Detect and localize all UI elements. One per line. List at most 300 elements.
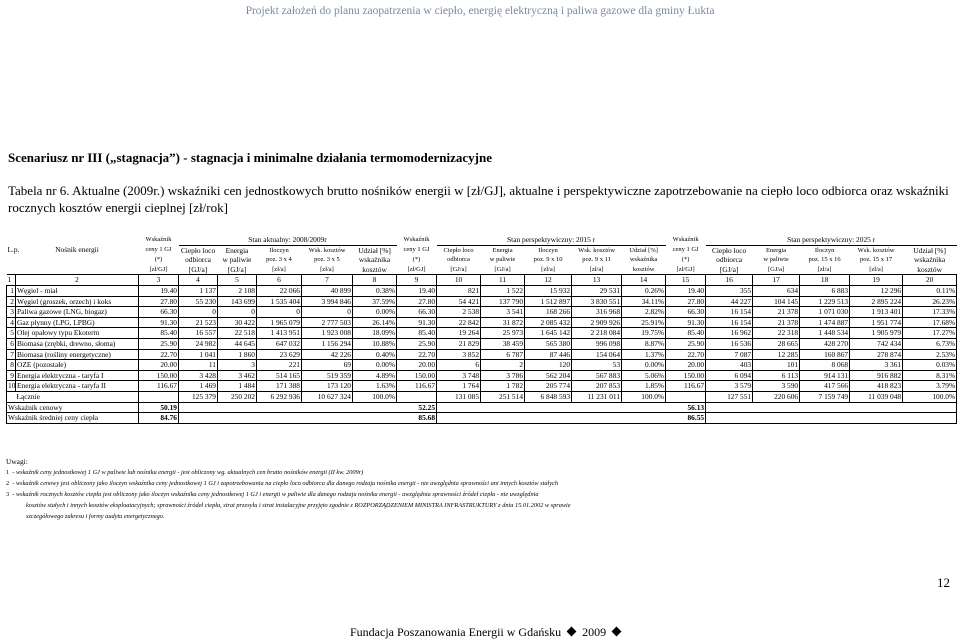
table-cell: 3 462 — [218, 370, 257, 381]
col-header: kosztów — [353, 265, 397, 275]
wskaznik-header: Wskaźnik — [403, 236, 430, 244]
table-cell: 3 — [218, 360, 257, 371]
row-number: 9 — [7, 370, 16, 381]
table-cell: 6 787 — [481, 349, 525, 360]
summary-rows — [7, 391, 957, 423]
table-cell — [437, 413, 666, 424]
table-cell: 17.68% — [903, 317, 957, 328]
table-cell: 1 448 534 — [800, 328, 850, 339]
table-cell: 27.80 — [397, 296, 437, 307]
table-cell: 25.90 — [397, 338, 437, 349]
table-cell: 22.70 — [139, 349, 179, 360]
table-cell: 220 606 — [753, 391, 800, 402]
table-row — [7, 317, 957, 328]
table-cell: 914 131 — [800, 370, 850, 381]
table-cell: 1 474 887 — [800, 317, 850, 328]
summary-value: 85.68 — [397, 413, 437, 424]
table-row — [7, 285, 957, 296]
table-cell — [666, 391, 706, 402]
table-cell: 0 — [257, 307, 302, 318]
table-cell: 168 266 — [525, 307, 572, 318]
col-header: Iloczyn — [538, 246, 558, 254]
table-cell: 42 226 — [302, 349, 353, 360]
table-row — [7, 381, 957, 392]
table-cell: 20.00 — [397, 360, 437, 371]
column-number-row — [7, 275, 957, 286]
page-header: Projekt założeń do planu zaopatrzenia w ciepło, energię elektryczną i paliwa gazowe dla gminy Łukta — [245, 5, 715, 17]
col-header: [zł/a] — [800, 265, 850, 275]
table-cell: 18.09% — [353, 328, 397, 339]
table-cell: 19.40 — [139, 285, 179, 296]
table-cell: 2 108 — [218, 285, 257, 296]
table-cell: 17.27% — [903, 328, 957, 339]
table-cell: 100.0% — [353, 391, 397, 402]
table-cell: 31 872 — [481, 317, 525, 328]
col-header: Ciepło loco — [443, 246, 474, 254]
table-cell: 30 422 — [218, 317, 257, 328]
note-text: - wskaźnik cenowy jest obliczony jako iloczyn wskaźnika ceny jednostkowej 1 GJ i zapotrzebowania na ciepło loco odbiorca dla danego rodzaju nośnika energii - nie uwzględnia sprawności ani innych kosztów stałych — [12, 480, 558, 487]
table-cell: 7 159 749 — [800, 391, 850, 402]
table-cell: 16 154 — [706, 307, 753, 318]
table-cell: 16 557 — [179, 328, 218, 339]
row-label: Wskaźnik cenowy — [7, 402, 139, 413]
table-cell: 91.30 — [139, 317, 179, 328]
energy-cost-table — [6, 235, 957, 424]
table-cell: 16 962 — [706, 328, 753, 339]
diamond-icon — [612, 627, 622, 637]
table-cell: 27.80 — [139, 296, 179, 307]
column-number: 16 — [706, 275, 753, 286]
col-header: [zł/a] — [850, 265, 903, 275]
row-label: Węgiel (groszek, orzech) i koks — [16, 296, 139, 307]
diamond-icon — [567, 627, 577, 637]
table-cell: 250 202 — [218, 391, 257, 402]
col-header: odbiorca — [447, 256, 470, 264]
table-cell: 567 883 — [572, 370, 622, 381]
table-cell: 22 842 — [437, 317, 481, 328]
table-cell: 116.67 — [139, 381, 179, 392]
table-cell: 23 629 — [257, 349, 302, 360]
table-cell: 0.00% — [622, 360, 666, 371]
table-cell: 19.40 — [397, 285, 437, 296]
summary-value: 84.76 — [139, 413, 179, 424]
note-number: 3 — [6, 491, 10, 498]
row-label: Wskaźnik średniej ceny ciepła — [7, 413, 139, 424]
table-cell: 514 165 — [257, 370, 302, 381]
table-cell: 25 973 — [481, 328, 525, 339]
footer-year: 2009 — [582, 625, 607, 639]
col-header: Wsk. kosztów — [578, 246, 615, 254]
table-cell: 22.70 — [397, 349, 437, 360]
col-header: [GJ/a] — [481, 265, 525, 275]
table-cell: 1 512 897 — [525, 296, 572, 307]
col-header: Wsk. kosztów — [857, 246, 895, 254]
col-header: [zł/a] — [572, 265, 622, 275]
table-cell: 19.75% — [622, 328, 666, 339]
table-row — [7, 328, 957, 339]
table-cell — [139, 391, 179, 402]
col-header: poz. 9 x 10 — [533, 256, 563, 264]
table-cell — [179, 413, 397, 424]
table-cell: 44 227 — [706, 296, 753, 307]
table-cell: 16 536 — [706, 338, 753, 349]
table-cell: 221 — [257, 360, 302, 371]
table-cell: 27.80 — [666, 296, 706, 307]
table-cell: 4.89% — [353, 370, 397, 381]
table-cell: 2 — [481, 360, 525, 371]
wskaznik-header: Wskaźnik — [672, 236, 699, 244]
table-cell: 29 531 — [572, 285, 622, 296]
row-label: Węgiel - miał — [16, 285, 139, 296]
note-2 — [6, 478, 571, 489]
lp-header: L.p. — [7, 245, 20, 255]
column-header-row-1 — [7, 245, 957, 255]
col-header: [zł/GJ] — [397, 265, 437, 275]
row-label: Paliwa gazowe (LNG, biogaz) — [16, 307, 139, 318]
table-cell — [706, 402, 957, 413]
table-cell: 85.40 — [139, 328, 179, 339]
table-cell: 11 — [179, 360, 218, 371]
table-row — [7, 360, 957, 371]
nosnik-header: Nośnik energii — [55, 245, 99, 255]
table-cell: 11 231 011 — [572, 391, 622, 402]
table-cell: 120 — [525, 360, 572, 371]
table-cell: 10 627 324 — [302, 391, 353, 402]
section-title: Scenariusz nr III („stagnacja”) - stagnacja i minimalne działania termomodernizacyjne — [8, 150, 492, 165]
col-header: Udział [%] — [358, 245, 391, 255]
row-number: 10 — [8, 381, 16, 391]
table-cell: 1 782 — [481, 381, 525, 392]
table-cell: 55 230 — [179, 296, 218, 307]
summary-row-wsk-ciepla — [7, 413, 957, 424]
table-cell: 28 665 — [753, 338, 800, 349]
table-cell: 101 — [753, 360, 800, 371]
col-header: [GJ/a] — [706, 265, 753, 275]
row-label: Energia elektryczna - taryfa II — [16, 381, 139, 392]
col-header: poz. 15 x 16 — [808, 256, 841, 264]
table-cell: 5.06% — [622, 370, 666, 381]
table-cell: 1.63% — [353, 381, 397, 392]
col-header: Energia — [766, 246, 787, 254]
col-header: w paliwie — [489, 256, 516, 264]
table-cell: 1 071 030 — [800, 307, 850, 318]
row-number: 5 — [7, 328, 16, 339]
column-header-row-3 — [7, 265, 957, 275]
table-cell: 44 645 — [218, 338, 257, 349]
table-cell: 0.11% — [903, 285, 957, 296]
table-cell: 6 — [437, 360, 481, 371]
table-cell: 2 895 224 — [850, 296, 903, 307]
table-cell: 0.00% — [353, 360, 397, 371]
table-cell: 1 413 951 — [257, 328, 302, 339]
table-cell: 22.70 — [666, 349, 706, 360]
table-cell: 160 867 — [800, 349, 850, 360]
table-cell: 0.00% — [353, 307, 397, 318]
table-row — [7, 349, 957, 360]
table-cell: 0 — [302, 307, 353, 318]
col-header: poz. 3 x 4 — [266, 256, 292, 264]
table-row — [7, 296, 957, 307]
column-number: 3 — [139, 275, 179, 286]
table-cell: 15 932 — [525, 285, 572, 296]
table-cell: 428 270 — [800, 338, 850, 349]
table-cell: 171 388 — [257, 381, 302, 392]
table-cell — [179, 402, 397, 413]
col-header: wskaźnika — [358, 255, 391, 265]
table-cell: 85.40 — [666, 328, 706, 339]
col-header: poz. 9 x 11 — [582, 256, 611, 264]
row-label: Olej opałowy typu Ekoterm — [16, 328, 139, 339]
table-cell: 21 378 — [753, 317, 800, 328]
table-cell: 2 909 926 — [572, 317, 622, 328]
table-cell: 20.00 — [666, 360, 706, 371]
col-header: poz. 3 x 5 — [314, 256, 340, 264]
column-number: 10 — [437, 275, 481, 286]
col-header: Ciepło loco — [711, 245, 747, 255]
table-cell: 0.03% — [903, 360, 957, 371]
row-label: Biomasa (zrębki, drewno, słoma) — [16, 338, 139, 349]
column-number: 2 — [16, 275, 139, 286]
table-cell: 3 428 — [179, 370, 218, 381]
table-cell: 1 965 079 — [257, 317, 302, 328]
table-cell: 150.00 — [666, 370, 706, 381]
table-cell: 316 968 — [572, 307, 622, 318]
col-header: [zł/GJ] — [139, 265, 179, 275]
table-cell: 131 085 — [437, 391, 481, 402]
table-cell: 100.0% — [622, 391, 666, 402]
table-cell: 10.88% — [353, 338, 397, 349]
table-cell: 6 292 936 — [257, 391, 302, 402]
table-row — [7, 370, 957, 381]
table-cell — [397, 391, 437, 402]
table-cell: 150.00 — [397, 370, 437, 381]
table-cell: 1 156 294 — [302, 338, 353, 349]
table-cell: 66.30 — [139, 307, 179, 318]
col-header: [GJ/a] — [753, 265, 800, 275]
table-cell: 1 535 404 — [257, 296, 302, 307]
table-cell: 417 566 — [800, 381, 850, 392]
table-cell: 1 137 — [179, 285, 218, 296]
col-header: w paliwie — [763, 256, 789, 264]
table-cell: 173 120 — [302, 381, 353, 392]
col-header: Iloczyn — [269, 246, 289, 254]
column-number: 15 — [666, 275, 706, 286]
column-number: 7 — [302, 275, 353, 286]
table-cell: 19.40 — [666, 285, 706, 296]
note-3-cont: kosztów stałych i innych kosztów eksploatacyjnych; sprawności źródeł ciepła, strat przesyłu i strat instalacyjne przyjęto zgodnie z ROZPORZĄDZENIEM MINISTRA INFRASTRUKTURY z dnia 15.01.2002 w sprawie — [26, 502, 571, 509]
row-number — [7, 391, 16, 402]
note-3 — [6, 489, 571, 500]
column-header-row-2 — [7, 255, 957, 265]
table-row — [7, 307, 957, 318]
table-cell: 8.87% — [622, 338, 666, 349]
page-number: 12 — [937, 575, 950, 590]
table-cell: 2 085 432 — [525, 317, 572, 328]
table-cell: 116.67 — [666, 381, 706, 392]
table-cell: 22 066 — [257, 285, 302, 296]
col-header: wskaźnika — [914, 255, 946, 265]
column-number: 12 — [525, 275, 572, 286]
table-cell: 12 285 — [753, 349, 800, 360]
footer-org: Fundacja Poszanowania Energii w Gdańsku — [350, 625, 562, 639]
table-cell: 2.53% — [903, 349, 957, 360]
row-label: Gaz płynny (LPG, LPBG) — [16, 317, 139, 328]
table-cell: 2 777 503 — [302, 317, 353, 328]
table-cell: 54 421 — [437, 296, 481, 307]
table-cell: 207 853 — [572, 381, 622, 392]
table-cell: 1 645 142 — [525, 328, 572, 339]
col-header: (*) — [681, 256, 690, 264]
note-number: 1 — [6, 469, 10, 476]
column-number: 13 — [572, 275, 622, 286]
table-caption: Tabela nr 6. Aktualne (2009r.) wskaźniki cen jednostkowych brutto nośników energii w [zł/GJ], aktualne i perspektywiczne zapotrzebowanie na ciepło loco odbiorca oraz wskaźniki rocznych kosztów energii cieplnej [zł/rok] — [8, 183, 949, 215]
table-cell: 634 — [753, 285, 800, 296]
column-number: 8 — [353, 275, 397, 286]
table-cell: 26.14% — [353, 317, 397, 328]
note-text: - wskaźnik ceny jednostkowej 1 GJ w paliwie lub nośniku energii - jest obliczony wg. aktualnych cen brutto nośników energii (II kw. 2009r) — [12, 469, 364, 476]
table-cell: 916 882 — [850, 370, 903, 381]
table-cell: 3 541 — [481, 307, 525, 318]
wskaznik-header: Wskaźnik — [145, 236, 172, 244]
table-cell: 3 852 — [437, 349, 481, 360]
summary-value: 52.25 — [397, 402, 437, 413]
table-cell: 11 039 048 — [850, 391, 903, 402]
table-cell: 104 145 — [753, 296, 800, 307]
table-row — [7, 338, 957, 349]
row-number: 2 — [7, 296, 16, 307]
table-cell: 100.0% — [903, 391, 957, 402]
total-row — [7, 391, 957, 402]
notes — [6, 456, 571, 522]
row-label: OZE (pozostałe) — [16, 360, 139, 371]
table-cell: 137 790 — [481, 296, 525, 307]
table-cell: 418 823 — [850, 381, 903, 392]
group-header-row — [7, 235, 957, 245]
col-header: kosztów — [622, 265, 666, 275]
table-cell: 21 829 — [437, 338, 481, 349]
column-number: 17 — [753, 275, 800, 286]
table-cell: 1 522 — [481, 285, 525, 296]
table-cell: 2 538 — [437, 307, 481, 318]
col-header: [zł/a] — [525, 265, 572, 275]
table-cell: 7 087 — [706, 349, 753, 360]
col-header: Energia — [225, 245, 249, 255]
perspective-2015-header: Stan perspektywiczny: 2015 r — [437, 235, 666, 245]
table-cell: 742 434 — [850, 338, 903, 349]
table-cell: 26.23% — [903, 296, 957, 307]
table-cell: 91.30 — [666, 317, 706, 328]
row-number: 6 — [7, 338, 16, 349]
current-state-header: Stan aktualny: 2008/2009r — [179, 235, 397, 245]
table-cell: 127 551 — [706, 391, 753, 402]
column-number: 19 — [850, 275, 903, 286]
col-header: [GJ/a] — [218, 265, 257, 275]
col-header: [zł/a] — [257, 265, 302, 275]
table-cell: 1 764 — [437, 381, 481, 392]
table-cell: 34.11% — [622, 296, 666, 307]
summary-value: 86.55 — [666, 413, 706, 424]
table-cell: 565 380 — [525, 338, 572, 349]
col-header: Wsk. kosztów — [308, 246, 346, 254]
table-cell — [706, 413, 957, 424]
table-cell: 1 041 — [179, 349, 218, 360]
table-cell: 3 786 — [481, 370, 525, 381]
table-cell: 66.30 — [666, 307, 706, 318]
table-cell: 205 774 — [525, 381, 572, 392]
col-header: Ciepło loco — [180, 245, 216, 255]
table-cell: 150.00 — [139, 370, 179, 381]
row-number: 7 — [7, 349, 16, 360]
table-cell: 0 — [179, 307, 218, 318]
table-cell — [437, 402, 666, 413]
col-header: Udział [%] — [913, 245, 946, 255]
col-header: odbiorca — [185, 255, 211, 265]
table-cell: 154 064 — [572, 349, 622, 360]
table-cell: 21 378 — [753, 307, 800, 318]
perspective-2025-header: Stan perspektywiczny: 2025 r — [706, 235, 957, 245]
row-label: Energia elektryczna - taryfa I — [16, 370, 139, 381]
col-header: Iloczyn — [814, 246, 835, 254]
table-cell: 3 830 551 — [572, 296, 622, 307]
col-header: [GJ/a] — [437, 265, 481, 275]
table-cell: 3.79% — [903, 381, 957, 392]
table-cell: 278 874 — [850, 349, 903, 360]
table-cell: 40 899 — [302, 285, 353, 296]
column-number: 11 — [481, 275, 525, 286]
col-header: odbiorca — [716, 255, 743, 265]
table-cell: 403 — [706, 360, 753, 371]
table-cell: 12 296 — [850, 285, 903, 296]
column-number: 5 — [218, 275, 257, 286]
table-cell: 1 951 774 — [850, 317, 903, 328]
table-cell: 0.40% — [353, 349, 397, 360]
table-cell: 1.85% — [622, 381, 666, 392]
table-cell: 37.59% — [353, 296, 397, 307]
col-header: ceny 1 GJ — [672, 246, 699, 254]
table-cell: 1 229 513 — [800, 296, 850, 307]
table-cell: 19 264 — [437, 328, 481, 339]
table-cell: 6 094 — [706, 370, 753, 381]
col-header: w paliwie — [222, 255, 252, 265]
table-cell: 6 848 593 — [525, 391, 572, 402]
table-cell: 20.00 — [139, 360, 179, 371]
table-cell: 24 982 — [179, 338, 218, 349]
table-cell: 1.37% — [622, 349, 666, 360]
note-3-cont: szczegółowego zakresu i formy audytu energetycznego. — [26, 513, 165, 520]
page-footer — [350, 625, 627, 640]
row-number: 3 — [7, 307, 16, 318]
column-number: 1 — [7, 275, 16, 286]
table-cell: 519 359 — [302, 370, 353, 381]
table-cell: 1 484 — [218, 381, 257, 392]
table-cell: 22 318 — [753, 328, 800, 339]
row-label: Łącznie — [16, 391, 139, 402]
note-text: - wskaźnik rocznych kosztów ciepła jest obliczony jako iloczyn wskaźnika ceny jednostkowej 1 GJ i energii w paliwie dla danego rodzaju nośnika energii - uwzględnia sprawności źródeł ciepła - nie uwzględnia — [12, 491, 539, 498]
col-header: [GJ/a] — [179, 265, 218, 275]
table-cell: 22 518 — [218, 328, 257, 339]
table-cell: 0.38% — [353, 285, 397, 296]
table-cell: 3 361 — [850, 360, 903, 371]
table-cell: 0.26% — [622, 285, 666, 296]
table-cell: 91.30 — [397, 317, 437, 328]
table-cell: 3 748 — [437, 370, 481, 381]
table-cell: 1 905 979 — [850, 328, 903, 339]
table-cell: 996 098 — [572, 338, 622, 349]
table-cell: 116.67 — [397, 381, 437, 392]
table-cell: 251 514 — [481, 391, 525, 402]
table-cell: 647 032 — [257, 338, 302, 349]
table-cell: 6.73% — [903, 338, 957, 349]
